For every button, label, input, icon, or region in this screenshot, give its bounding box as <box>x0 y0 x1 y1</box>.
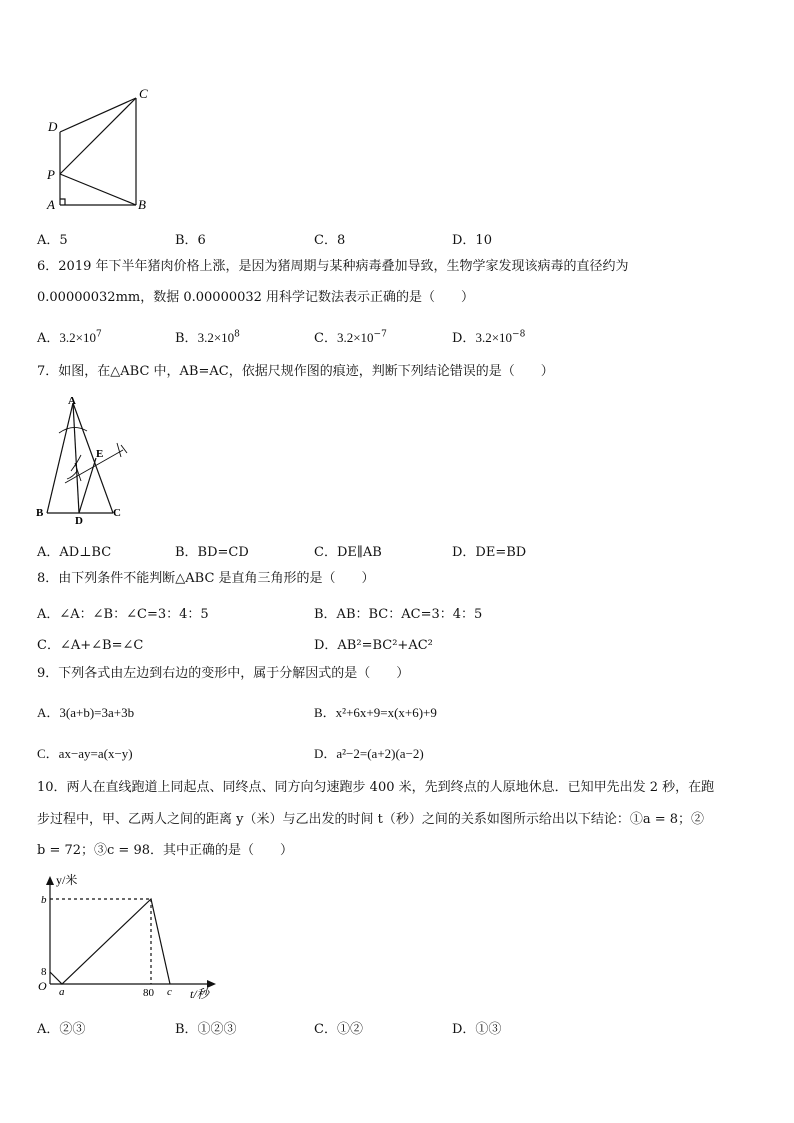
graph-origin: O <box>38 979 47 993</box>
q10-text-line3: b = 72；③c = 98．其中正确的是（ ） <box>37 843 294 858</box>
q9-text: 9．下列各式由左边到右边的变形中，属于分解因式的是（ ） <box>37 666 410 681</box>
graph-xlabel: t/秒 <box>190 987 209 1001</box>
q10-text-line2: 步过程中，甲、乙两人之间的距离 y（米）与乙出发的时间 t（秒）之间的关系如图所示给出以下结论：①a = 8；② <box>37 812 705 827</box>
q7-option-c: C．DE∥AB <box>314 545 382 560</box>
fig5-label-a: A <box>47 197 55 212</box>
graph-8-label: 8 <box>41 966 47 978</box>
q8-text: 8．由下列条件不能判断△ABC 是直角三角形的是（ ） <box>37 571 375 586</box>
q10-option-a: A．②③ <box>37 1022 86 1037</box>
q5-option-b: B．6 <box>175 233 206 248</box>
q6-text-line1: 6．2019 年下半年猪肉价格上涨，是因为猪周期与某种病毒叠加导致，生物学家发现该病毒的直径约为 <box>37 259 629 274</box>
graph-c-label: c <box>167 986 172 998</box>
fig5-label-d: D <box>48 119 58 134</box>
q9-option-a: A．3(a+b)=3a+3b <box>37 705 135 720</box>
q5-figure <box>40 85 160 215</box>
q10-text-line1: 10．两人在直线跑道上同起点、同终点、同方向匀速跑步 400 米，先到终点的人原地休息．已知甲先出发 2 秒，在跑 <box>37 780 715 795</box>
graph-a-label: a <box>59 986 65 998</box>
q8-option-a: A．∠A：∠B：∠C=3：4：5 <box>37 607 209 622</box>
q10-graph <box>30 872 220 1004</box>
fig5-label-b: B <box>138 197 146 212</box>
fig7-label-d: D <box>75 515 83 527</box>
q7-option-d: D．DE=BD <box>452 545 527 560</box>
q6-option-d: D．$3.2\times 10^{-8}$ <box>452 329 526 346</box>
q9-option-c: C．ax−ay=a(x−y) <box>37 746 133 761</box>
q7-option-a: A．AD⊥BC <box>37 545 112 560</box>
fig7-label-a: A <box>68 395 76 407</box>
q6-text-line2: 0.00000032mm，数据 0.00000032 用科学记数法表示正确的是（ ） <box>37 290 475 305</box>
q10-option-c: C．①② <box>314 1022 363 1037</box>
fig7-label-b: B <box>36 507 44 519</box>
graph-ylabel: y/米 <box>56 873 78 887</box>
q5-option-d: D．10 <box>452 233 492 248</box>
fig5-label-c: C <box>139 86 148 101</box>
q8-option-d: D．AB²=BC²+AC² <box>314 638 433 653</box>
q10-option-d: D．①③ <box>452 1022 502 1037</box>
q5-option-a: A．5 <box>37 233 68 248</box>
q8-option-b: B．AB：BC：AC=3：4：5 <box>314 607 483 622</box>
q6-option-a: A．$3.2\times 10^7$ <box>37 329 102 346</box>
q6-option-c: C．$3.2\times 10^{-7}$ <box>314 329 387 346</box>
q8-option-c: C．∠A+∠B=∠C <box>37 638 144 653</box>
q10-option-b: B．①②③ <box>175 1022 237 1037</box>
fig7-label-e: E <box>96 448 104 460</box>
fig7-label-c: C <box>113 507 121 519</box>
q5-option-c: C．8 <box>314 233 346 248</box>
graph-80-label: 80 <box>143 987 154 999</box>
q7-figure <box>35 393 135 528</box>
q9-option-d: D．a²−2=(a+2)(a−2) <box>314 746 424 761</box>
q7-text: 7．如图，在△ABC 中，AB=AC，依据尺规作图的痕迹，判断下列结论错误的是（ ） <box>37 364 554 379</box>
q9-option-b: B．x²+6x+9=x(x+6)+9 <box>314 705 437 720</box>
fig5-label-p: P <box>47 167 55 182</box>
q6-option-b: B．$3.2\times 10^8$ <box>175 329 240 346</box>
graph-b-label: b <box>41 894 47 906</box>
q7-option-b: B．BD=CD <box>175 545 249 560</box>
